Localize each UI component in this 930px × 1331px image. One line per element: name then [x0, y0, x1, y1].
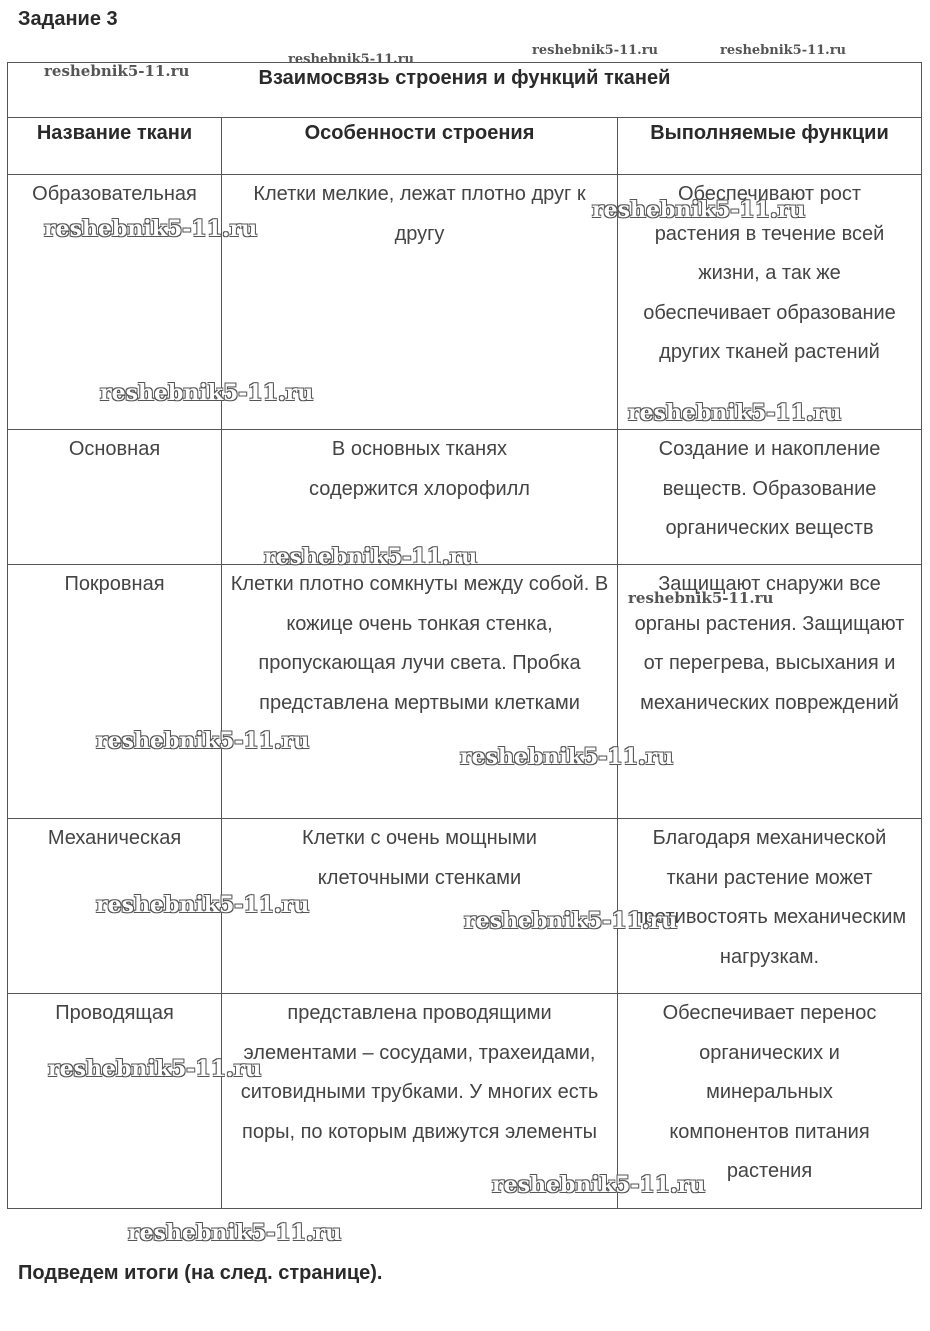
structure-cell: В основных тканях содержится хлорофилл: [222, 430, 618, 565]
function-cell: Защищают снаружи все органы растения. Защищают от перегрева, высыхания и механических повреждений: [618, 565, 922, 819]
structure-cell: Клетки мелкие, лежат плотно друг к другу: [222, 175, 618, 430]
tissue-name-cell: Проводящая: [8, 994, 222, 1209]
watermark: reshebnik5-11.ru: [628, 589, 774, 607]
function-cell: Создание и накопление веществ. Образование органических веществ: [618, 430, 922, 565]
watermark: reshebnik5-11.ru: [464, 908, 678, 934]
tissue-name-cell: Образовательная: [8, 175, 222, 430]
footer-note: Подведем итоги (на след. странице).: [18, 1262, 383, 1284]
watermark: reshebnik5-11.ru: [492, 1172, 706, 1198]
table-row: [8, 175, 922, 430]
table-row: [8, 430, 922, 565]
watermark: reshebnik5-11.ru: [592, 197, 806, 223]
watermark: reshebnik5-11.ru: [96, 728, 310, 754]
table-row: [8, 565, 922, 819]
header-function: Выполняемые функции: [618, 118, 922, 175]
watermark: reshebnik5-11.ru: [628, 400, 842, 426]
watermark: reshebnik5-11.ru: [128, 1220, 342, 1246]
table-caption: Взаимосвязь строения и функций тканей: [8, 63, 922, 118]
watermark: reshebnik5-11.ru: [532, 43, 659, 58]
watermark: reshebnik5-11.ru: [96, 892, 310, 918]
watermark: reshebnik5-11.ru: [720, 43, 847, 58]
structure-cell: Клетки с очень мощными клеточными стенками: [222, 819, 618, 994]
header-tissue-name: Название ткани: [8, 118, 222, 175]
structure-cell: представлена проводящими элементами – сосудами, трахеидами, ситовидными трубками. У многих есть поры, по которым движутся элементы: [222, 994, 618, 1209]
watermark: reshebnik5-11.ru: [264, 544, 478, 570]
watermark: reshebnik5-11.ru: [288, 52, 415, 67]
watermark: reshebnik5-11.ru: [100, 380, 314, 406]
tissue-table: [7, 62, 922, 1209]
table-row: [8, 819, 922, 994]
tissue-name-cell: Механическая: [8, 819, 222, 994]
function-cell: Благодаря механической ткани растение может противостоять механическим нагрузкам.: [618, 819, 922, 994]
tissue-name-cell: Покровная: [8, 565, 222, 819]
function-cell: Обеспечивает перенос органических и минеральных компонентов питания растения: [618, 994, 922, 1209]
watermark: reshebnik5-11.ru: [44, 62, 190, 80]
function-cell: Обеспечивают рост растения в течение всей жизни, а так же обеспечивает образование других тканей растений: [618, 175, 922, 430]
watermark: reshebnik5-11.ru: [460, 744, 674, 770]
tissue-name-cell: Основная: [8, 430, 222, 565]
watermark: reshebnik5-11.ru: [44, 216, 258, 242]
task-title: Задание 3: [18, 8, 118, 30]
table-row: [8, 994, 922, 1209]
watermark: reshebnik5-11.ru: [48, 1056, 262, 1082]
header-structure: Особенности строения: [222, 118, 618, 175]
structure-cell: Клетки плотно сомкнуты между собой. В кожице очень тонкая стенка, пропускающая лучи света. Пробка представлена мертвыми клетками: [222, 565, 618, 819]
